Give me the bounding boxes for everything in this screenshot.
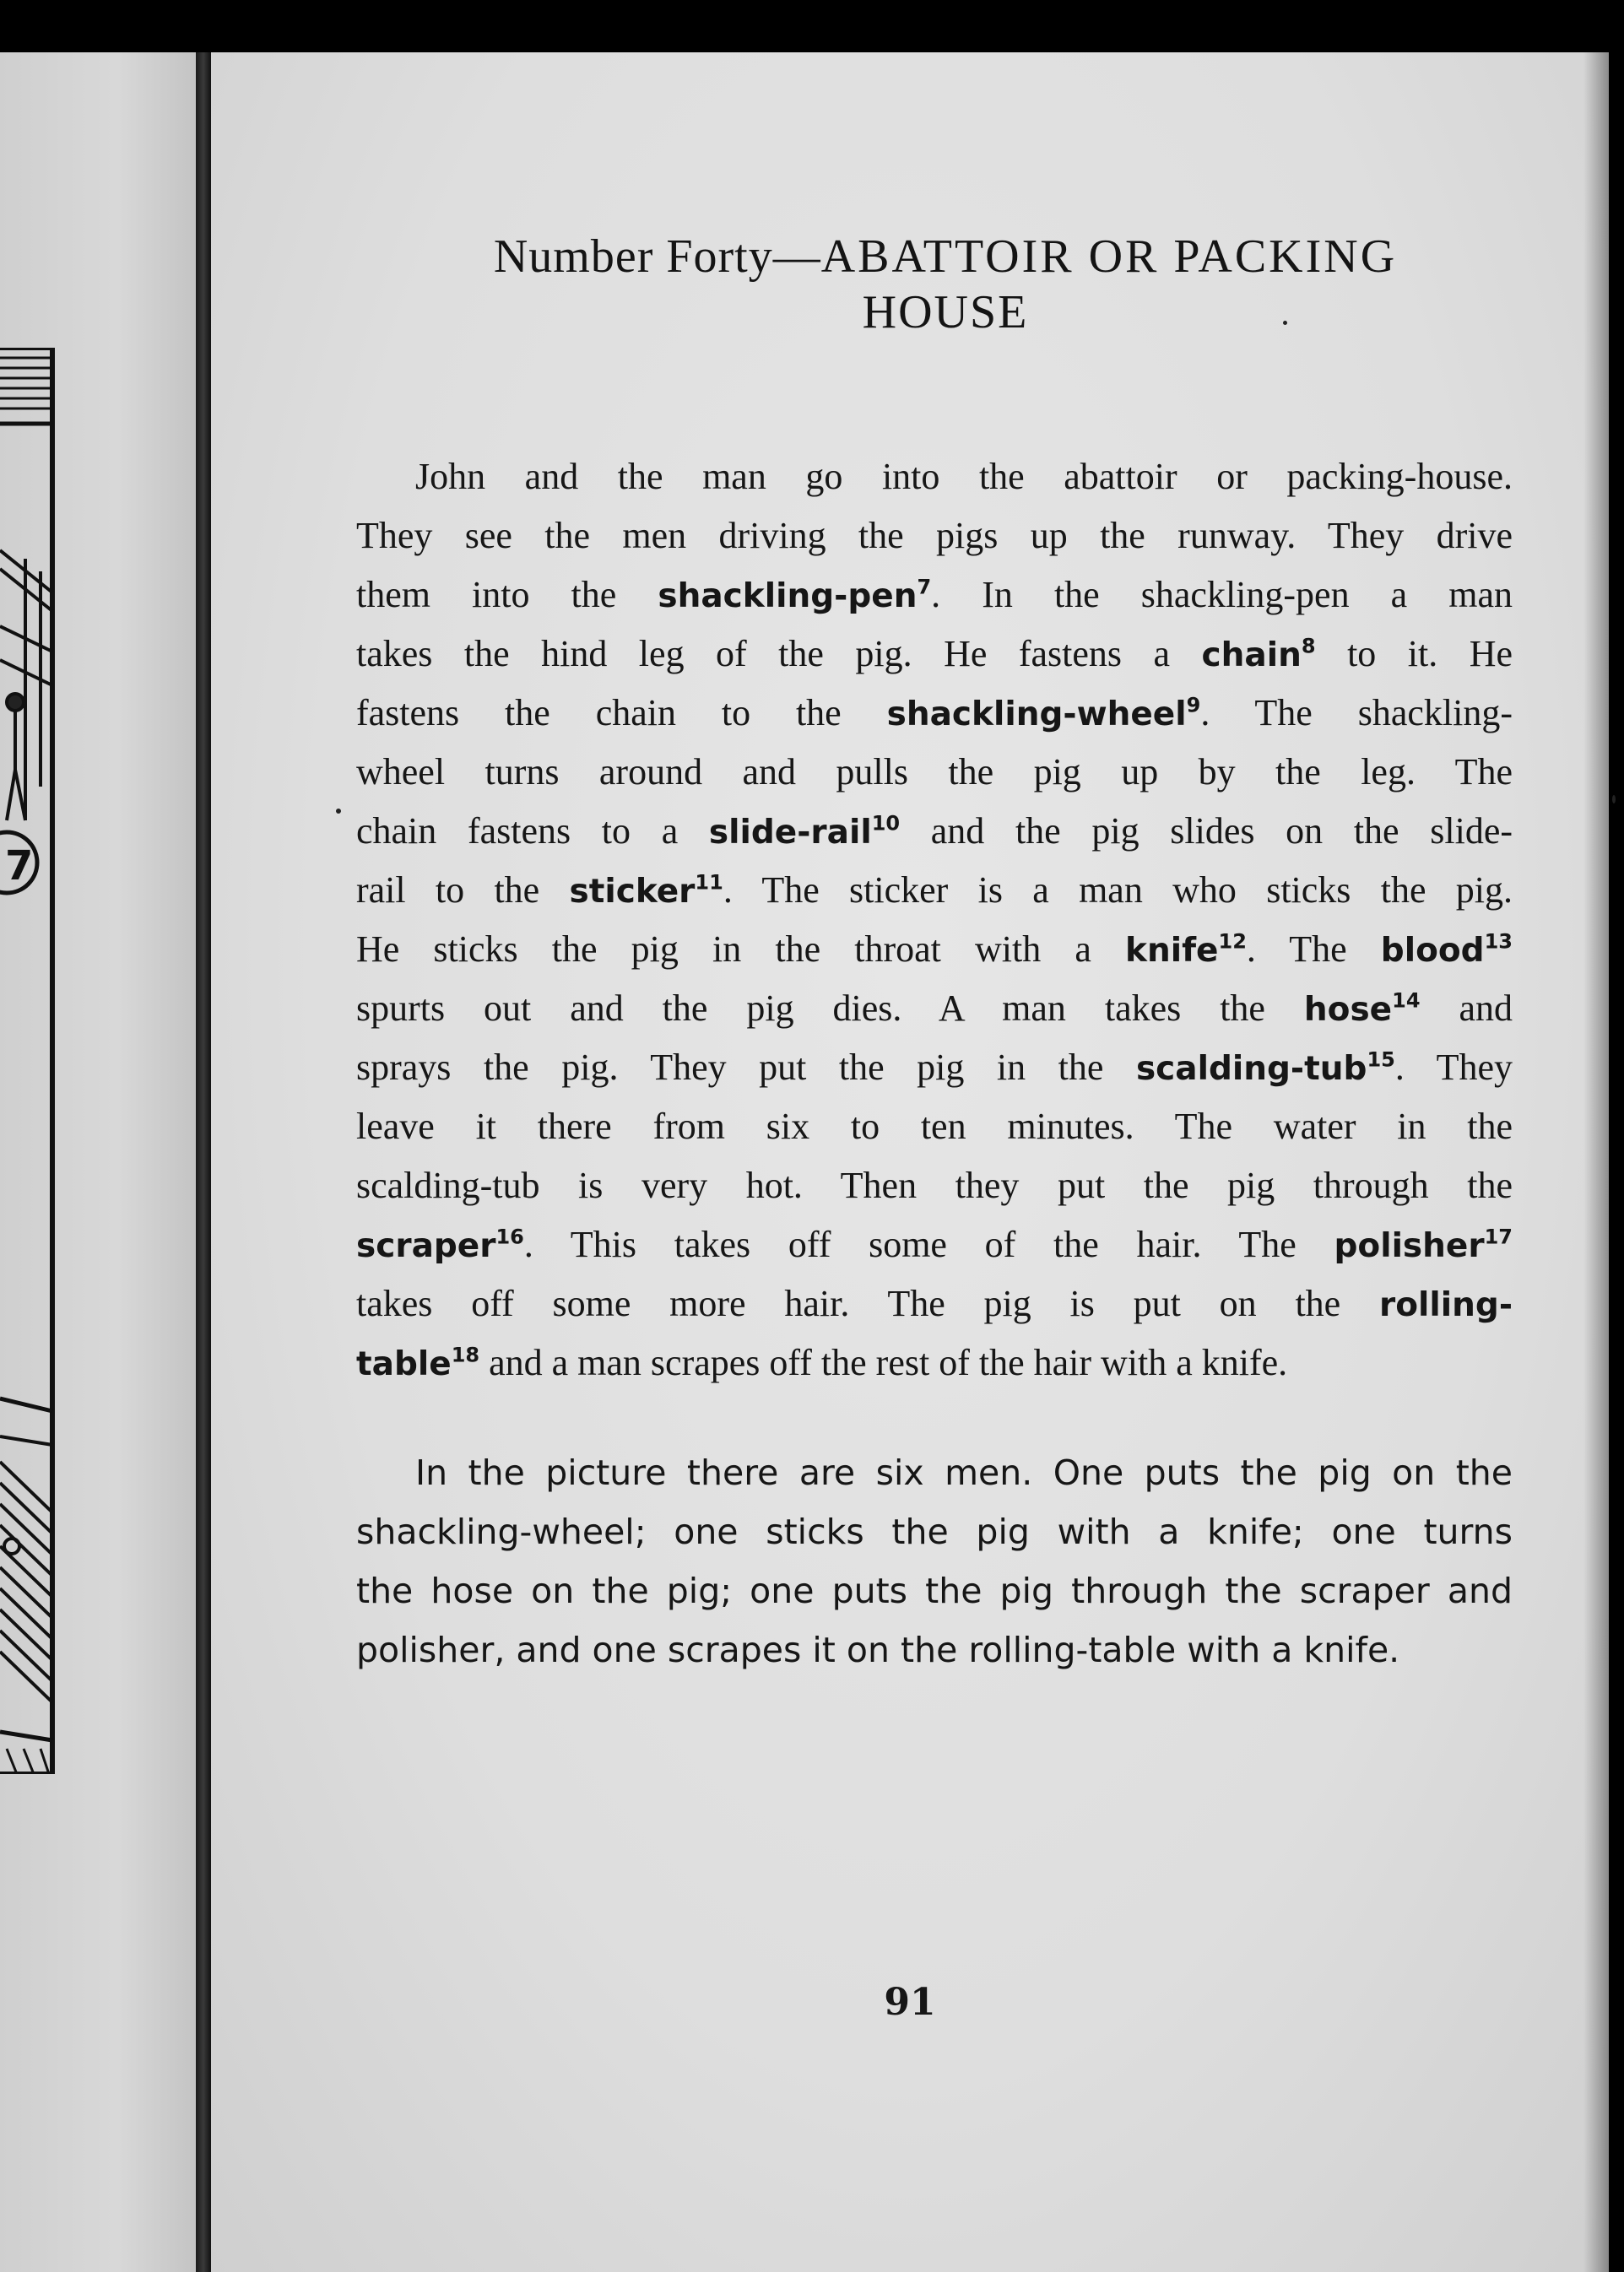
paragraph-2-line: polisher, and one scrapes it on the rolling-table with a knife. xyxy=(356,1630,1400,1670)
paragraph-1-line xyxy=(356,565,1513,625)
paragraph-1-line xyxy=(356,684,1513,743)
footnote-number: 7 xyxy=(917,575,932,599)
footnote-number: 11 xyxy=(695,870,723,895)
text-run: wheel turns around and pulls the pig up by the leg. The xyxy=(356,751,1513,792)
paragraph-1 xyxy=(356,447,1513,1393)
footnote-number: 10 xyxy=(871,811,901,836)
text-run: He sticks the pig in the throat with a xyxy=(356,928,1126,970)
keyword: hose xyxy=(1303,991,1393,1029)
keyword: chain xyxy=(1201,636,1302,674)
paragraph-2 xyxy=(356,1443,1513,1680)
keyword: blood xyxy=(1380,932,1485,970)
keyword: scalding-tub xyxy=(1135,1050,1367,1088)
text-run: . The shackling- xyxy=(1200,692,1513,733)
text-run: and the pig slides on the slide- xyxy=(900,810,1513,852)
paragraph-1-line xyxy=(356,1156,1513,1215)
footnote-number: 15 xyxy=(1367,1047,1395,1072)
text-run: rail to the xyxy=(356,869,570,911)
page-title xyxy=(388,228,1502,339)
footnote-number: 12 xyxy=(1218,929,1247,954)
text-run: John and the man go into the abattoir or packing-house. xyxy=(415,456,1513,497)
text-run: fastens the chain to the xyxy=(356,692,887,733)
paragraph-2-line: In the picture there are six men. One puts the pig on the xyxy=(415,1452,1513,1493)
text-run: and xyxy=(1420,987,1513,1029)
paragraph-1-line xyxy=(356,1215,1513,1274)
text-run: sprays the pig. They put the pig in the xyxy=(356,1047,1136,1088)
footnote-number: 17 xyxy=(1484,1225,1513,1249)
paragraph-1-line xyxy=(356,625,1513,684)
paragraph-1-line xyxy=(356,1274,1513,1333)
keyword: slide-rail xyxy=(708,814,872,852)
keyword: shackling-wheel xyxy=(886,695,1187,733)
keyword: polisher xyxy=(1334,1227,1485,1265)
text-run: They see the men driving the pigs up the runway. They drive xyxy=(356,515,1513,556)
paragraph-1-line xyxy=(356,1038,1513,1097)
page-edge-shadow xyxy=(1583,52,1609,2272)
text-run: . This takes off some of the hair. The xyxy=(523,1224,1334,1265)
text-run: them into the xyxy=(356,574,658,615)
title-line-2: HOUSE xyxy=(862,286,1029,338)
text-run: chain fastens to a xyxy=(356,810,709,852)
page-number: 91 xyxy=(884,1981,936,2024)
text-run: takes the hind leg of the pig. He fastens a xyxy=(356,633,1202,674)
text-run: . They xyxy=(1394,1047,1513,1088)
main-page xyxy=(211,52,1609,2272)
footnote-number: 13 xyxy=(1484,929,1513,954)
text-run: takes off some more hair. The pig is put on the xyxy=(356,1283,1379,1324)
keyword: sticker xyxy=(569,873,696,911)
callout-number: 7 xyxy=(5,842,34,890)
title-line-1 xyxy=(388,228,1502,285)
text-run: . The sticker is a man who sticks the pig. xyxy=(723,869,1513,911)
illustration-fragment xyxy=(0,348,196,1774)
text-run: to it. He xyxy=(1315,633,1513,674)
text-run: . In the shackling-pen a man xyxy=(931,574,1513,615)
left-facing-page xyxy=(0,52,196,2272)
paragraph-1-line xyxy=(356,979,1513,1038)
keyword: rolling- xyxy=(1379,1286,1513,1324)
footnote-number: 8 xyxy=(1301,634,1316,658)
book-gutter xyxy=(196,52,211,2272)
paragraph-1-line xyxy=(356,802,1513,861)
text-run: and a man scrapes off the rest of the hair with a knife. xyxy=(479,1342,1288,1383)
footnote-number: 9 xyxy=(1186,693,1201,717)
paragraph-1-line xyxy=(356,743,1513,802)
paragraph-1-line xyxy=(356,1097,1513,1156)
text-run: . The xyxy=(1246,928,1381,970)
paragraph-1-line xyxy=(356,447,1513,506)
keyword: knife xyxy=(1125,932,1219,970)
text-run: scalding-tub is very hot. Then they put the pig through the xyxy=(356,1165,1513,1206)
footnote-number: 16 xyxy=(495,1225,524,1249)
paragraph-2-line: the hose on the pig; one puts the pig through the scraper and xyxy=(356,1571,1513,1611)
title-prefix: Number Forty— xyxy=(493,230,821,283)
paragraph-1-line xyxy=(356,861,1513,920)
footnote-number: 18 xyxy=(451,1343,480,1367)
paragraph-1-line xyxy=(356,920,1513,979)
title-caps: ABATTOIR OR PACKING xyxy=(820,230,1398,283)
footnote-number: 14 xyxy=(1392,988,1421,1013)
paragraph-1-line xyxy=(356,506,1513,565)
paragraph-2-line: shackling-wheel; one sticks the pig with a knife; one turns xyxy=(356,1512,1513,1552)
paragraph-1-line xyxy=(356,1333,1513,1393)
keyword: table xyxy=(356,1345,452,1383)
text-run: leave it there from six to ten minutes. The water in the xyxy=(356,1106,1513,1147)
keyword: shackling-pen xyxy=(658,577,918,615)
keyword: scraper xyxy=(356,1227,496,1265)
text-run: spurts out and the pig dies. A man takes the xyxy=(356,987,1304,1029)
